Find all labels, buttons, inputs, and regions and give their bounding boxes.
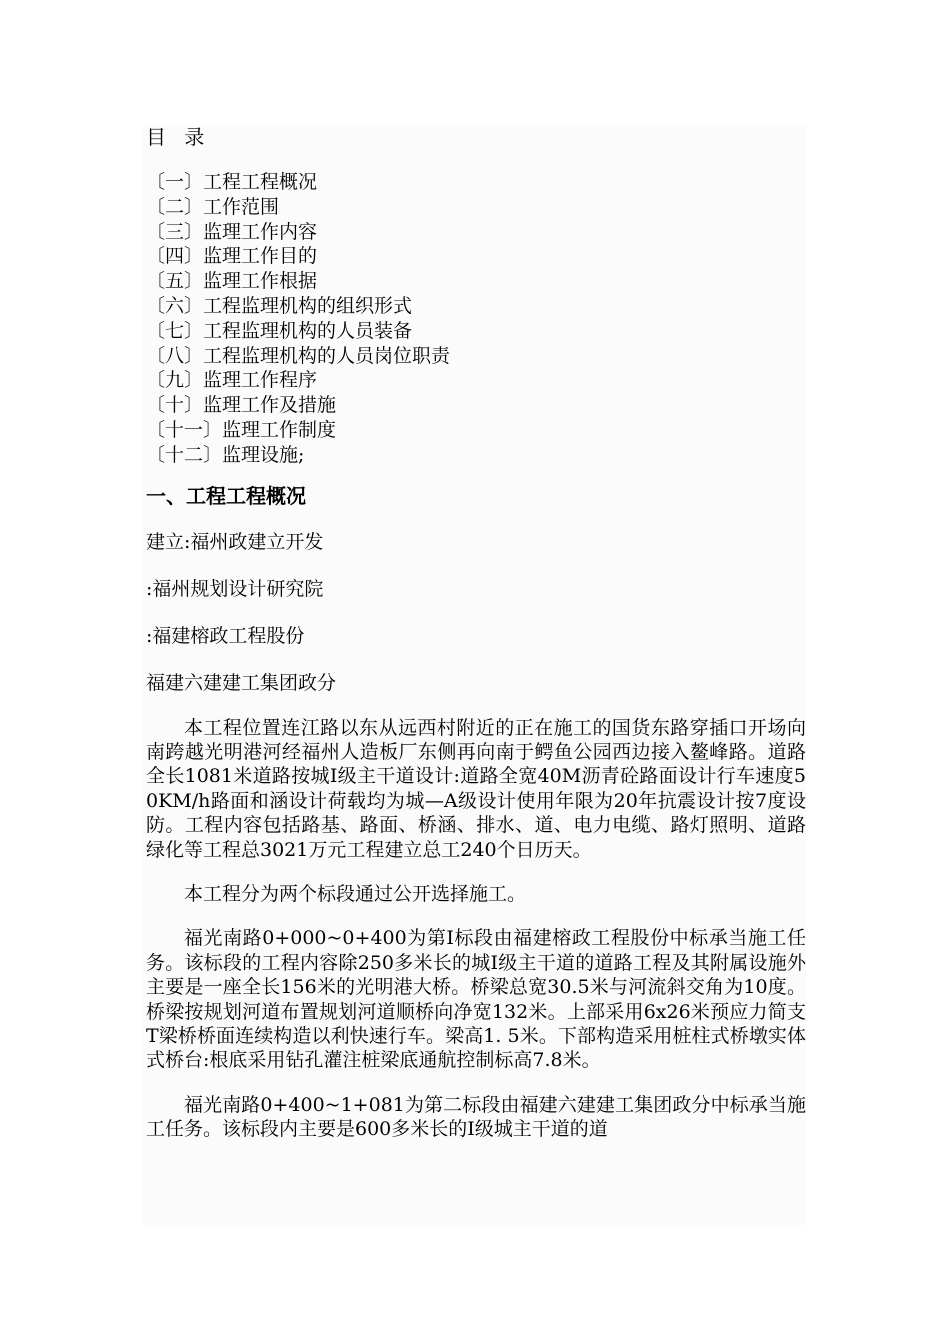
toc-item-2: 〔二〕工作范围 (146, 195, 280, 218)
toc-item-5: 〔五〕监理工作根据 (146, 270, 318, 293)
toc-item-1: 〔一〕工程工程概况 (146, 171, 318, 193)
toc-item-12: 〔十二〕监理设施; (146, 443, 305, 466)
toc-item-6: 〔六〕工程监理机构的组织形式 (146, 294, 413, 317)
toc-item-3: 〔三〕监理工作内容 (146, 220, 318, 243)
toc-item-11: 〔十一〕监理工作制度 (146, 418, 337, 441)
toc-item-4: 〔四〕监理工作目的 (146, 245, 318, 268)
toc-title: 目 录 (146, 125, 211, 149)
document-body (146, 122, 806, 1162)
info-line-builder: 建立:福州政建立开发 (146, 530, 324, 553)
toc-item-10: 〔十〕监理工作及措施 (146, 394, 337, 417)
paragraph-tender-sections: 本工程分为两个标段通过公开选择施工。 (184, 883, 527, 905)
paragraph-section-two: 福光南路0+400~1+081为第二标段由福建六建建工集团政分中标承当施工任务。该标段内主要是600多米长的Ⅰ级城主干道的道 (146, 1093, 806, 1141)
toc-list (146, 170, 806, 468)
info-line-contractor-1: :福建榕政工程股份 (146, 624, 305, 647)
paragraph-project-location: 本工程位置连江路以东从远西村附近的正在施工的国货东路穿插口开场向南跨越光明港河经福州人造板厂东侧再向南于鳄鱼公园西边接入鳌峰路。道路全长1081米道路按城Ⅰ级主干道设计:道路全宽40M沥青砼路面设计行车速度50KM/h路面和涵设计荷载均为城—A级设计使用年限为20年抗震设计按7度设防。工程内容包括路基、路面、桥涵、排水、道、电力电缆、路灯照明、道路绿化等工程总3021万元工程建立总工240个日历天。 (146, 716, 806, 861)
info-line-contractor-2: 福建六建建工集团政分 (146, 671, 337, 694)
info-line-designer: :福州规划设计研究院 (146, 577, 324, 600)
toc-item-8: 〔八〕工程监理机构的人员岗位职责 (146, 344, 451, 367)
toc-item-9: 〔九〕监理工作程序 (146, 369, 318, 392)
section-heading: 一、工程工程概况 (146, 483, 306, 508)
paragraph-section-one: 福光南路0+000~0+400为第Ⅰ标段由福建榕政工程股份中标承当施工任务。该标段的工程内容除250多米长的城Ⅰ级主干道的道路工程及其附属设施外主要是一座全长156米的光明港大桥。桥梁总宽30.5米与河流斜交角为10度。桥梁按规划河道布置规划河道顺桥向净宽132米。上部采用6x26米预应力简支T梁桥桥面连续构造以利快速行车。梁高1. 5米。下部构造采用桩柱式桥墩实体式桥台:根底采用钻孔灌注桩梁底通航控制标高7.8米。 (146, 927, 806, 1072)
toc-item-7: 〔七〕工程监理机构的人员装备 (146, 319, 413, 342)
